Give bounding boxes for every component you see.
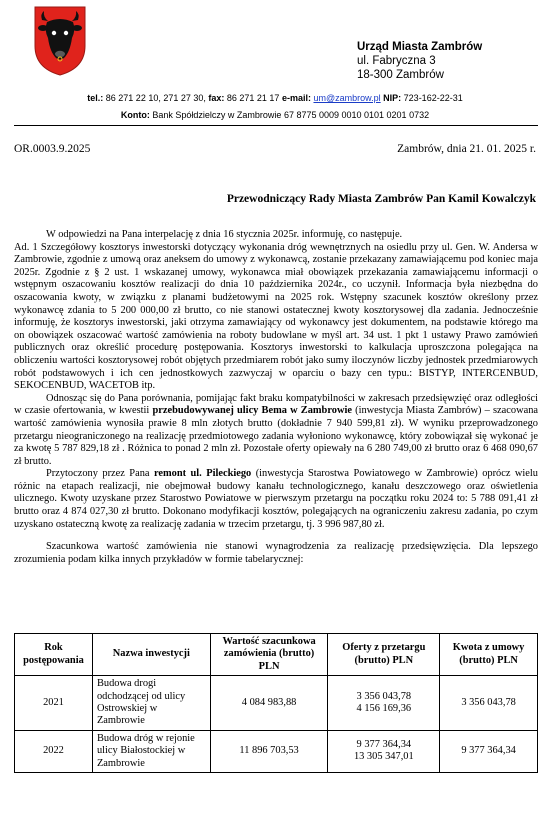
- office-street: ul. Fabryczna 3: [357, 55, 436, 67]
- nip-value: 723-162-22-31: [401, 93, 463, 103]
- email-label: e-mail:: [281, 93, 311, 103]
- email-link[interactable]: um@zambrow.pl: [313, 93, 381, 103]
- row-year: 2022: [15, 730, 93, 772]
- paragraph-ad1: Ad. 1 Szczegółowy kosztorys inwestorski dotyczący wykonania dróg wewnętrznych na osiedlu przy ul. Gen. W. Andersa w Zambrowie, zgodnie z umową oraz aneksem do umowy z wykonawcą, zostanie przekazany zamawiającemu pod koniec maja 2025r. Zgodnie z § 2 ust. 1 wskazanej umowy, wykonawca miał obowiązek przekazania zamawiającemu informacji o wstępnym oszacowaniu kosztów realizacji do dnia 10 października 2024r., co uczynił. Informacja była niezbędna do oszacowania kwoty, w związku z planami budżetowymi na 2025 rok. Wstępny szacunek kosztów określony przez wykonawcę zdania to 5 200 000,00 zł brutto, co nie stanowi ostatecznej kwoty kosztorysowej dla zadania. Jednocześnie informuję, że kosztorys inwestorski, jaki otrzyma zamawiający od wykonawcy jest dokumentem, na podstawie którego ma on obowiązek oszacować wartość zamówienia na roboty budowlane w myśl art. 34 ust. 1 pkt 1 ustawy Prawo zamówień publicznych oraz określić procedurę postępowania. Kosztorys inwestorski to kalkulacja uproszczona polegająca na obliczeniu wartości kosztorysowej robót objętych przedmiarem robót jako sumy iloczynów liczby jednostek przedmiarowych robót podstawowych i ich cen jednostkowych zazwyczaj w oparciu o bazy cen typu.: BISTYP, INTERCENBUD, SEKOCENBUD, WACETOB itp.: [14, 241, 538, 392]
- paragraph-bema: Odnosząc się do Pana porównania, pomijając fakt braku kompatybilności w zakresach przedsięwzięć oraz odległości w czasie ofertowania, w kwestii przebudowywanej ulicy Bema w Zambrowie (inwestycja Miasta Zambrów) – szacowana wartość zamówienia wynosiła prawie 8 mln złotych brutto (dokładnie 7 940 599,81 zł). W wyniku przeprowadzonego przetargu nieograniczonego na realizację przedmiotowego zadania wyłoniono wykonawcę, który zobowiązał się wykonać je za kwotę 5 787 829,18 zł . Różnica to ponad 2 mln zł. Pozostałe oferty opiewały na 6 280 749,00 zł brutto oraz 6 468 090,67 zł brutto.: [14, 392, 538, 467]
- nip-label: NIP:: [383, 93, 402, 103]
- addressee: Przewodniczący Rady Miasta Zambrów Pan Kamil Kowalczyk: [226, 193, 536, 205]
- bank-value: Bank Spółdzielczy w Zambrowie 67 8775 0009 0010 0101 0201 0732: [149, 110, 430, 120]
- investments-table: [14, 633, 538, 773]
- paragraph-pileckiego: Przytoczony przez Pana remont ul. Pileckiego (inwestycja Starostwa Powiatowego w Zambrowie) oprócz wielu różnic na etapach realizacji, nie obejmował budowy kanału technologicznego, kanału deszczowego oraz oświetlenia ulicznego. Kwoty uzyskane przez Starostwo Powiatowe w pierwszym przetargu na początku roku 2024 to: 5 788 091,41 zł brutto oraz 4 874 027,30 zł brutto. Dokonano modyfikacji kosztów, polegających na ograniczeniu zakresu zadania, po czym uzyskano ostateczną kwotę za realizację zadania w trzecim przetargu, tj. 3 996 987,80 zł.: [14, 468, 538, 530]
- header-divider: [14, 125, 538, 126]
- fax-value: 86 271 21 17: [224, 93, 282, 103]
- col-contract: Kwota z umowy (brutto) PLN: [440, 634, 538, 676]
- office-address: [357, 40, 482, 82]
- col-year: Rok postępowania: [15, 634, 93, 676]
- paragraph-intro: W odpowiedzi na Pana interpelację z dnia 16 stycznia 2025r. informuję, co następuje.: [46, 229, 403, 240]
- paragraph-table-intro: Szacunkowa wartość zamówienia nie stanowi wynagrodzenia za realizację przedsięwzięcia. Dla lepszego zrozumienia podam kilka innych przykładów w formie tabelarycznej:: [14, 541, 538, 565]
- row-name: Budowa dróg w rejonie ulicy Białostockiej w Zambrowie: [92, 730, 210, 772]
- row-offers: 9 377 364,34 13 305 347,01: [328, 730, 440, 772]
- tel-value: 86 271 22 10, 271 27 30,: [103, 93, 209, 103]
- letter-body: [14, 229, 538, 566]
- row-name: Budowa drogi odchodzącej od ulicy Ostrowskiej w Zambrowie: [92, 676, 210, 731]
- col-offers: Oferty z przetargu (brutto) PLN: [328, 634, 440, 676]
- bank-label: Konto:: [120, 110, 150, 120]
- contact-line: [0, 93, 550, 103]
- col-name: Nazwa inwestycji: [92, 634, 210, 676]
- letter-date: Zambrów, dnia 21. 01. 2025 r.: [397, 143, 536, 155]
- office-name: Urząd Miasta Zambrów: [357, 41, 483, 53]
- row-estimate: 11 896 703,53: [210, 730, 328, 772]
- bison-crest-icon: [34, 6, 86, 76]
- bank-line: [0, 110, 550, 120]
- table-header-row: [15, 634, 538, 676]
- row-offers: 3 356 043,78 4 156 169,36: [328, 676, 440, 731]
- col-estimate: Wartość szacunkowa zamówienia (brutto) PLN: [210, 634, 328, 676]
- row-estimate: 4 084 983,88: [210, 676, 328, 731]
- bema-street: przebudowywanej ulicy Bema w Zambrowie: [152, 405, 352, 417]
- row-year: 2021: [15, 676, 93, 731]
- table-row: [15, 730, 538, 772]
- office-postal: 18-300 Zambrów: [357, 69, 444, 81]
- table-row: [15, 676, 538, 731]
- row-contract: 9 377 364,34: [440, 730, 538, 772]
- row-contract: 3 356 043,78: [440, 676, 538, 731]
- tel-label: tel.:: [87, 93, 104, 103]
- pileckiego-street: remont ul. Pileckiego: [153, 468, 252, 480]
- fax-label: fax:: [208, 93, 225, 103]
- reference-number: OR.0003.9.2025: [14, 143, 91, 155]
